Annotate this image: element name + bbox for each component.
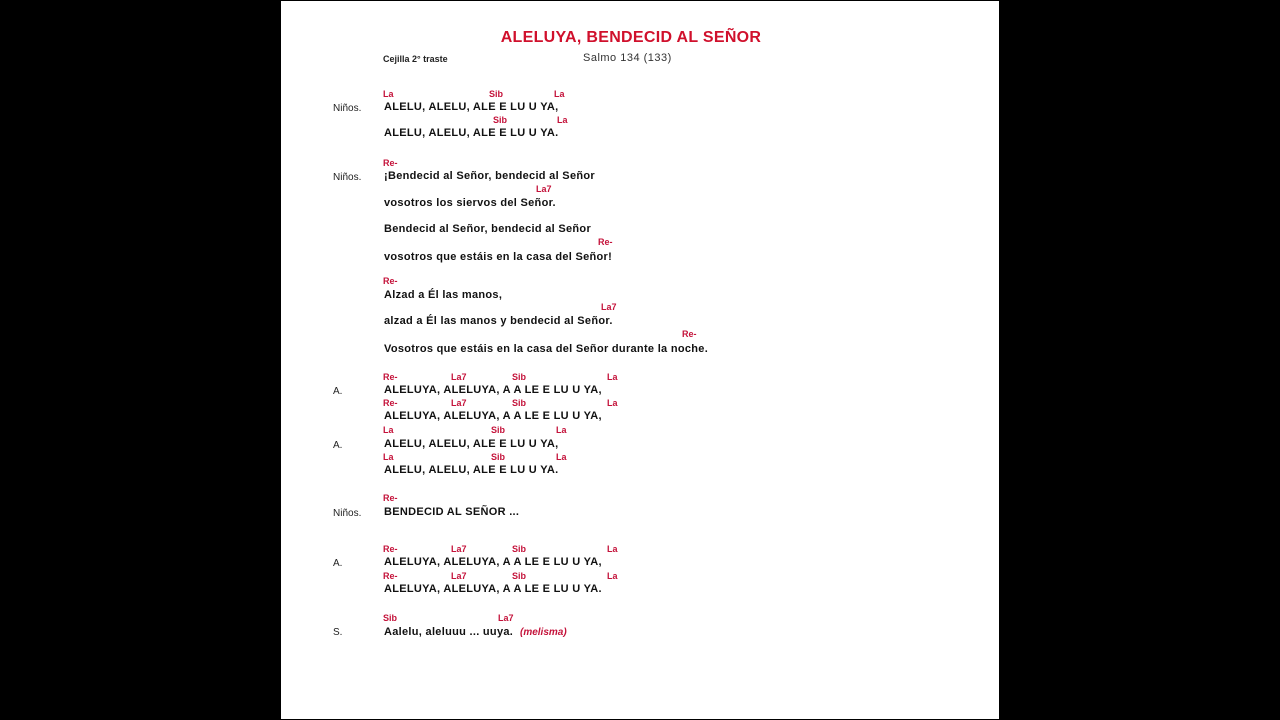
chord: La bbox=[556, 452, 567, 462]
lyric-line: vosotros que estáis en la casa del Señor! bbox=[384, 251, 613, 263]
lyric-line: alzad a Él las manos y bendecid al Señor. bbox=[384, 315, 613, 327]
chord: La bbox=[554, 89, 565, 99]
chord: Re- bbox=[383, 276, 398, 286]
song-title: ALELUYA, BENDECID AL SEÑOR bbox=[500, 29, 762, 46]
chord: La bbox=[607, 372, 618, 382]
lyric-line: Bendecid al Señor, bendecid al Señor bbox=[384, 223, 592, 235]
singer-label: S. bbox=[333, 627, 343, 638]
chord: La bbox=[383, 425, 394, 435]
chord: Sib bbox=[491, 452, 506, 462]
singer-label: Niños. bbox=[333, 508, 362, 519]
lyric-line: ALELU, ALELU, ALE E LU U YA, bbox=[384, 101, 559, 113]
melisma-note: (melisma) bbox=[520, 627, 567, 638]
chord: La bbox=[383, 452, 394, 462]
capo-note: Cejilla 2° traste bbox=[383, 54, 448, 64]
lyric-line: Alzad a Él las manos, bbox=[384, 289, 503, 301]
chord: La bbox=[607, 571, 618, 581]
lyric-line: Vosotros que estáis en la casa del Señor durante la noche. bbox=[384, 343, 709, 355]
chord: Sib bbox=[493, 115, 508, 125]
chord: La7 bbox=[451, 571, 467, 581]
singer-label: Niños. bbox=[333, 172, 362, 183]
chord: Re- bbox=[598, 237, 613, 247]
chord: Re- bbox=[383, 493, 398, 503]
lyric-line: BENDECID AL SEÑOR ... bbox=[384, 506, 520, 518]
chord: Re- bbox=[383, 398, 398, 408]
chord: Sib bbox=[512, 372, 527, 382]
chord: Re- bbox=[383, 158, 398, 168]
chord: La bbox=[556, 425, 567, 435]
chord: Sib bbox=[491, 425, 506, 435]
singer-label: A. bbox=[333, 440, 343, 451]
lyric-line: vosotros los siervos del Señor. bbox=[384, 197, 556, 209]
chord: Sib bbox=[383, 613, 398, 623]
chord: La7 bbox=[498, 613, 514, 623]
chord: Sib bbox=[512, 571, 527, 581]
song-sheet bbox=[281, 1, 999, 719]
singer-label: A. bbox=[333, 386, 343, 397]
lyric-line: ALELUYA, ALELUYA, A A LE E LU U YA, bbox=[384, 556, 602, 568]
chord: La7 bbox=[536, 184, 552, 194]
chord: La bbox=[383, 89, 394, 99]
chord: La bbox=[607, 544, 618, 554]
chord: La7 bbox=[451, 372, 467, 382]
psalm-reference: Salmo 134 (133) bbox=[583, 52, 672, 64]
chord: Sib bbox=[512, 398, 527, 408]
lyric-line: ALELUYA, ALELUYA, A A LE E LU U YA, bbox=[384, 384, 602, 396]
lyric-line: ALELUYA, ALELUYA, A A LE E LU U YA, bbox=[384, 410, 602, 422]
chord: Sib bbox=[512, 544, 527, 554]
lyric-line: ALELU, ALELU, ALE E LU U YA, bbox=[384, 438, 559, 450]
chord: La bbox=[607, 398, 618, 408]
chord: La7 bbox=[451, 544, 467, 554]
chord: La7 bbox=[451, 398, 467, 408]
lyric-line: Aalelu, aleluuu ... uuya. bbox=[384, 626, 514, 638]
chord: Re- bbox=[383, 544, 398, 554]
singer-label: A. bbox=[333, 558, 343, 569]
chord: Re- bbox=[383, 372, 398, 382]
lyric-line: ALELU, ALELU, ALE E LU U YA. bbox=[384, 464, 559, 476]
chord: Re- bbox=[383, 571, 398, 581]
chord: La bbox=[557, 115, 568, 125]
chord: Sib bbox=[489, 89, 504, 99]
singer-label: Niños. bbox=[333, 103, 362, 114]
chord: La7 bbox=[601, 302, 617, 312]
lyric-line: ¡Bendecid al Señor, bendecid al Señor bbox=[384, 170, 595, 182]
lyric-line: ALELUYA, ALELUYA, A A LE E LU U YA. bbox=[384, 583, 602, 595]
chord: Re- bbox=[682, 329, 697, 339]
lyric-line: ALELU, ALELU, ALE E LU U YA. bbox=[384, 127, 559, 139]
